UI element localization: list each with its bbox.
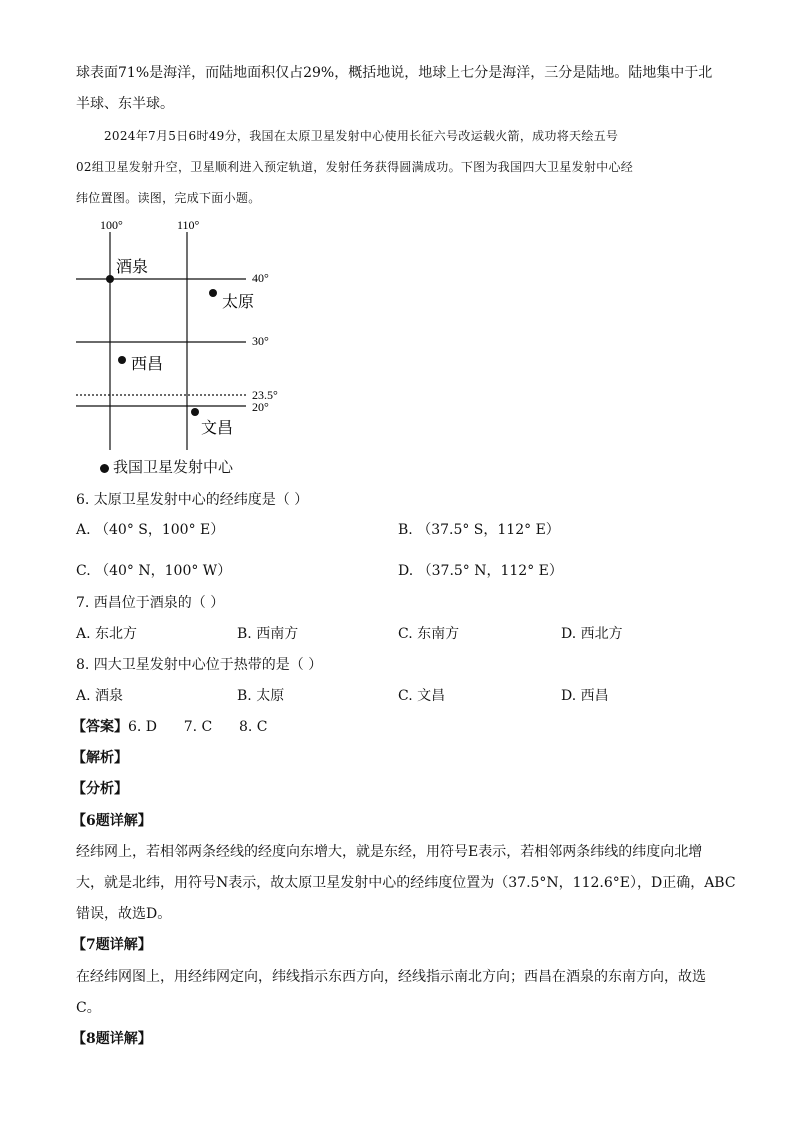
detail-6-line-3: 错误，故选D。 (76, 906, 172, 922)
lat-label-20: 20° (252, 400, 269, 414)
question-7-option-d: D. 西北方 (561, 626, 623, 642)
site-label-xichang: 西昌 (131, 356, 164, 373)
question-7-option-c: C. 东南方 (398, 626, 460, 642)
site-label-wenchang: 文昌 (201, 420, 234, 437)
lat-lon-grid-map (70, 214, 290, 454)
intro-line-2: 半球、东半球。 (76, 96, 174, 112)
lat-label-40: 40° (252, 271, 269, 285)
site-label-taiyuan: 太原 (222, 294, 255, 311)
section-detail-6: 【6题详解】 (72, 813, 152, 829)
site-dot-xichang (118, 356, 126, 364)
question-8-option-a: A. 酒泉 (76, 688, 124, 704)
question-7-stem: 7. 西昌位于酒泉的（ ） (76, 595, 225, 611)
answer-text: 6. D 7. C 8. C (128, 719, 268, 735)
detail-6-line-1: 经纬网上，若相邻两条经线的经度向东增大，就是东经，用符号E表示，若相邻两条纬线的纬度向北增 (76, 844, 703, 860)
detail-7-line-2: C。 (76, 1000, 101, 1016)
question-6-option-d: D. （37.5° N，112° E） (398, 563, 563, 579)
passage-line-2: 02组卫星发射升空，卫星顺利进入预定轨道，发射任务获得圆满成功。下图为我国四大卫星发射中心经 (76, 160, 634, 174)
question-6-option-a: A. （40° S，100° E） (76, 522, 225, 538)
site-dot-jiuquan (106, 275, 114, 283)
answer-line (72, 717, 267, 737)
lat-label-30: 30° (252, 334, 269, 348)
legend-label: 我国卫星发射中心 (113, 458, 234, 476)
detail-7-line-1: 在经纬网图上，用经纬网定向，纬线指示东西方向，经线指示南北方向；西昌在酒泉的东南方向，故选 (76, 969, 706, 985)
map-legend (100, 456, 233, 477)
section-analysis: 【解析】 (72, 750, 128, 766)
question-8-option-b: B. 太原 (237, 688, 285, 704)
section-detail-7: 【7题详解】 (72, 937, 152, 953)
site-dot-taiyuan (209, 289, 217, 297)
question-7-option-b: B. 西南方 (237, 626, 299, 642)
section-fenxi: 【分析】 (72, 781, 128, 797)
question-8-option-d: D. 西昌 (561, 688, 609, 704)
question-6-stem: 6. 太原卫星发射中心的经纬度是（ ） (76, 492, 309, 508)
question-8-option-c: C. 文昌 (398, 688, 446, 704)
lat-label-23-5: 23.5° (252, 388, 278, 402)
question-6-option-c: C. （40° N，100° W） (76, 563, 232, 579)
question-7-option-a: A. 东北方 (76, 626, 138, 642)
lon-label-110: 110° (177, 218, 200, 232)
section-detail-8: 【8题详解】 (72, 1031, 152, 1047)
detail-6-line-2: 大，就是北纬，用符号N表示，故太原卫星发射中心的经纬度位置为（37.5°N，112.6°E），D正确，ABC (76, 875, 736, 891)
question-6-option-b: B. （37.5° S，112° E） (398, 522, 560, 538)
passage-line-1: 2024年7月5日6时49分，我国在太原卫星发射中心使用长征六号改运载火箭，成功将天绘五号 (104, 129, 619, 143)
legend-dot-icon (100, 464, 109, 473)
passage-line-3: 纬位置图。读图，完成下面小题。 (76, 191, 261, 205)
question-8-stem: 8. 四大卫星发射中心位于热带的是（ ） (76, 657, 323, 673)
site-dot-wenchang (191, 408, 199, 416)
intro-line-1: 球表面71%是海洋，而陆地面积仅占29%，概括地说，地球上七分是海洋，三分是陆地。陆地集中于北 (76, 65, 713, 81)
site-label-jiuquan: 酒泉 (116, 259, 149, 276)
answer-label: 【答案】 (72, 719, 128, 735)
lon-label-100: 100° (100, 218, 123, 232)
